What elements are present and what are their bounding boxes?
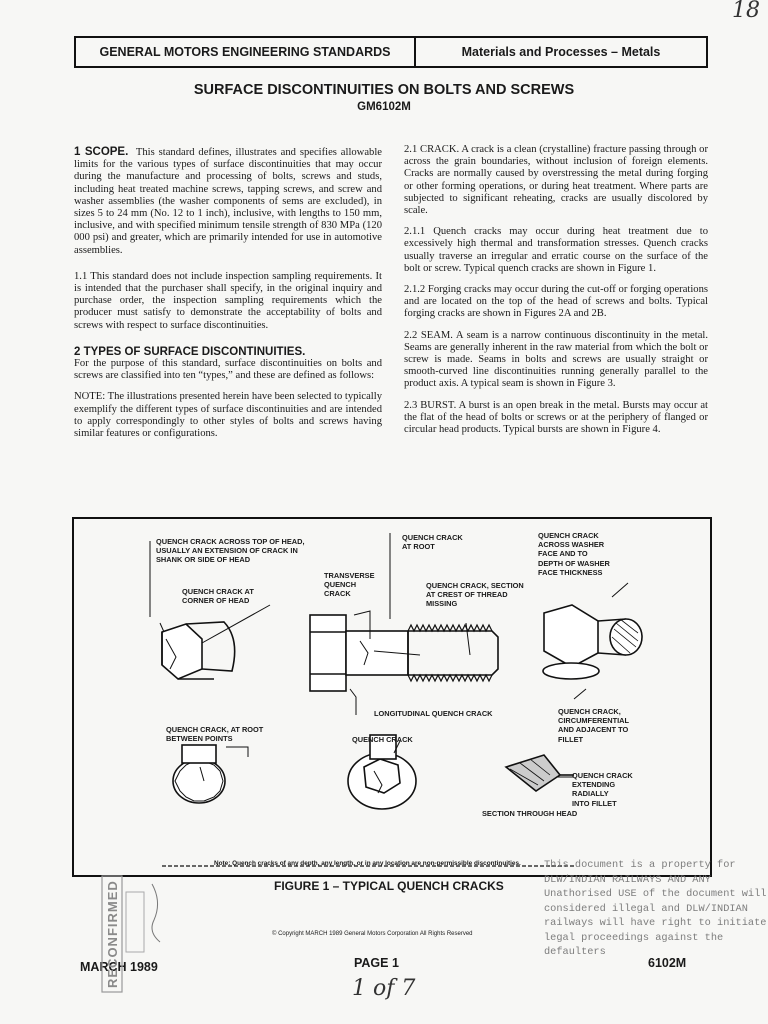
handwritten-page-count: 1 of 7 <box>352 976 416 1001</box>
document-title: SURFACE DISCONTINUITIES ON BOLTS AND SCREWS <box>193 82 575 98</box>
label-transverse: TRANSVERSE QUENCH CRACK <box>324 571 375 599</box>
note-text: NOTE: The illustrations presented herein have been selected to typically exemplify the different types of surface discontinuities and are intended to apply correspondingly to other styles of bolts and screws having similar features or configurations. <box>74 391 382 440</box>
paragraph-2-2: 2.2 SEAM. A seam is a narrow continuous discontinuity in the metal. Seams are generally inherent in the raw material from which the bolt or screw is made. Seams in bolts and screws are usually straight or smooth-curved line discontinuities running generally parallel to the product axis. A typical seam is shown in Figure 3. <box>404 329 708 390</box>
copyright: © Copyright MARCH 1989 General Motors Corporation All Rights Reserved <box>272 931 473 937</box>
label-corner: QUENCH CRACK AT CORNER OF HEAD <box>182 587 254 606</box>
section-through-head-illustration <box>506 755 574 791</box>
label-quench-crack: QUENCH CRACK <box>352 735 413 744</box>
scope-text: This standard defines, illustrates and specifies allowable limits for the various types of surface discontinuities that may occur during the manufacture and processing of bolts, screws and studs, including heat treated machine screws, tapping screws, and screw and washer assemblies (the washer components of sems are excluded), in sizes 5 to 24 mm (No. 12 to 1 inch), inclusive, with lengths to 150 mm, inclusive, and with specified minimum tensile strength of 830 MPa (120 000 psi) and greater, which are primarily intended for use in automotive assemblies. <box>74 147 382 256</box>
scope-paragraph <box>74 146 382 257</box>
paragraph-2-3: 2.3 BURST. A burst is an open break in the metal. Bursts may occur at the flat of the head of bolts or screws or at the periphery of flanged or circular head products. Typical bursts are shown in Figure 4. <box>404 399 708 436</box>
header-category: Materials and Processes – Metals <box>461 45 661 59</box>
label-root-between: QUENCH CRACK, AT ROOT BETWEEN POINTS <box>166 725 264 744</box>
paragraph-2-1-2: 2.1.2 Forging cracks may occur during the cut-off or forging operations and are located on the top of the head of screws and bolts. Typical forging cracks are shown in Figures 2A and 2B. <box>404 284 708 320</box>
quench-cracks-illustration <box>74 519 710 875</box>
reconfirmed-stamp <box>70 872 180 1002</box>
stamp-graphic <box>70 872 180 1002</box>
footer-page: PAGE 1 <box>354 956 399 970</box>
left-column <box>74 146 382 449</box>
label-washer: QUENCH CRACK ACROSS WASHER FACE AND TO DEPTH OF WASHER FACE THICKNESS <box>538 531 610 577</box>
footer-date: MARCH 1989 <box>80 960 158 974</box>
label-circumferential: QUENCH CRACK, CIRCUMFERENTIAL AND ADJACENT TO FILLET <box>558 707 630 744</box>
paragraph-2-1: 2.1 CRACK. A crack is a clean (crystalline) fracture passing through or across the grain boundaries, without inclusion of foreign elements. Cracks are normally caused by overstressing the metal during forging or other forming operations, or during heat treatment. Where parts are subjected to significant reheating, cracks are usually discolored by scale. <box>404 144 708 217</box>
paragraph-1-1: 1.1 This standard does not include inspection sampling requirements. It is intended that the purchaser shall specify, in the original inquiry and purchase order, the inspection sampling requirements which the producer must satisfy to demonstrate the acceptability of bolts and screws with respect to surface discontinuities. <box>74 270 382 331</box>
types-text: For the purpose of this standard, surface discontinuities on bolts and screws are classified into ten “types,” and these are defined as follows: <box>74 358 382 382</box>
flange-head-illustration <box>348 735 416 809</box>
document-number: GM6102M <box>357 101 411 113</box>
footer-doc-number: 6102M <box>648 956 687 970</box>
label-section: SECTION THROUGH HEAD <box>482 809 578 818</box>
label-at-root: QUENCH CRACK AT ROOT <box>402 533 463 552</box>
figure-note: Note: Quench cracks of any depth, any length, or in any location are non-permissible discontinuities. <box>214 860 521 867</box>
types-heading: 2 TYPES OF SURFACE DISCONTINUITIES. <box>74 345 306 358</box>
label-across-top: QUENCH CRACK ACROSS TOP OF HEAD, USUALLY AN EXTENSION OF CRACK IN SHANK OR SIDE OF HEAD <box>156 537 305 565</box>
header-box <box>74 36 708 68</box>
page-mark: 18 <box>732 0 760 23</box>
ownership-stamp: This document is a property for DLW/INDIAN RAILWAYS AND ANY Unathorised USE of the document will considered illegal and DLW/INDIAN railways will have right to initiate legal proceedings against the defaulters <box>544 859 767 958</box>
header-org: GENERAL MOTORS ENGINEERING STANDARDS <box>76 38 416 66</box>
twelve-point-head-illustration <box>173 745 225 803</box>
paragraph-2-1-1: 2.1.1 Quench cracks may occur during heat treatment due to excessively high thermal and transformation stresses. Quench cracks usually traverse an irregular and erratic course on the surface of the bolt or screw. Typical quench cracks are shown in Figure 1. <box>404 226 708 274</box>
figure-caption: FIGURE 1 – TYPICAL QUENCH CRACKS <box>274 879 504 893</box>
figure-1 <box>72 517 712 877</box>
scope-heading: 1 SCOPE. <box>74 146 129 158</box>
label-crest: QUENCH CRACK, SECTION AT CREST OF THREAD MISSING <box>426 581 524 609</box>
washer-face-bolt-illustration <box>543 605 642 679</box>
label-extending: QUENCH CRACK EXTENDING RADIALLY INTO FILLET <box>572 771 633 808</box>
stamp-text: RECONFIRMED <box>105 880 120 988</box>
right-column <box>404 144 708 445</box>
label-longitudinal: LONGITUDINAL QUENCH CRACK <box>374 709 493 718</box>
